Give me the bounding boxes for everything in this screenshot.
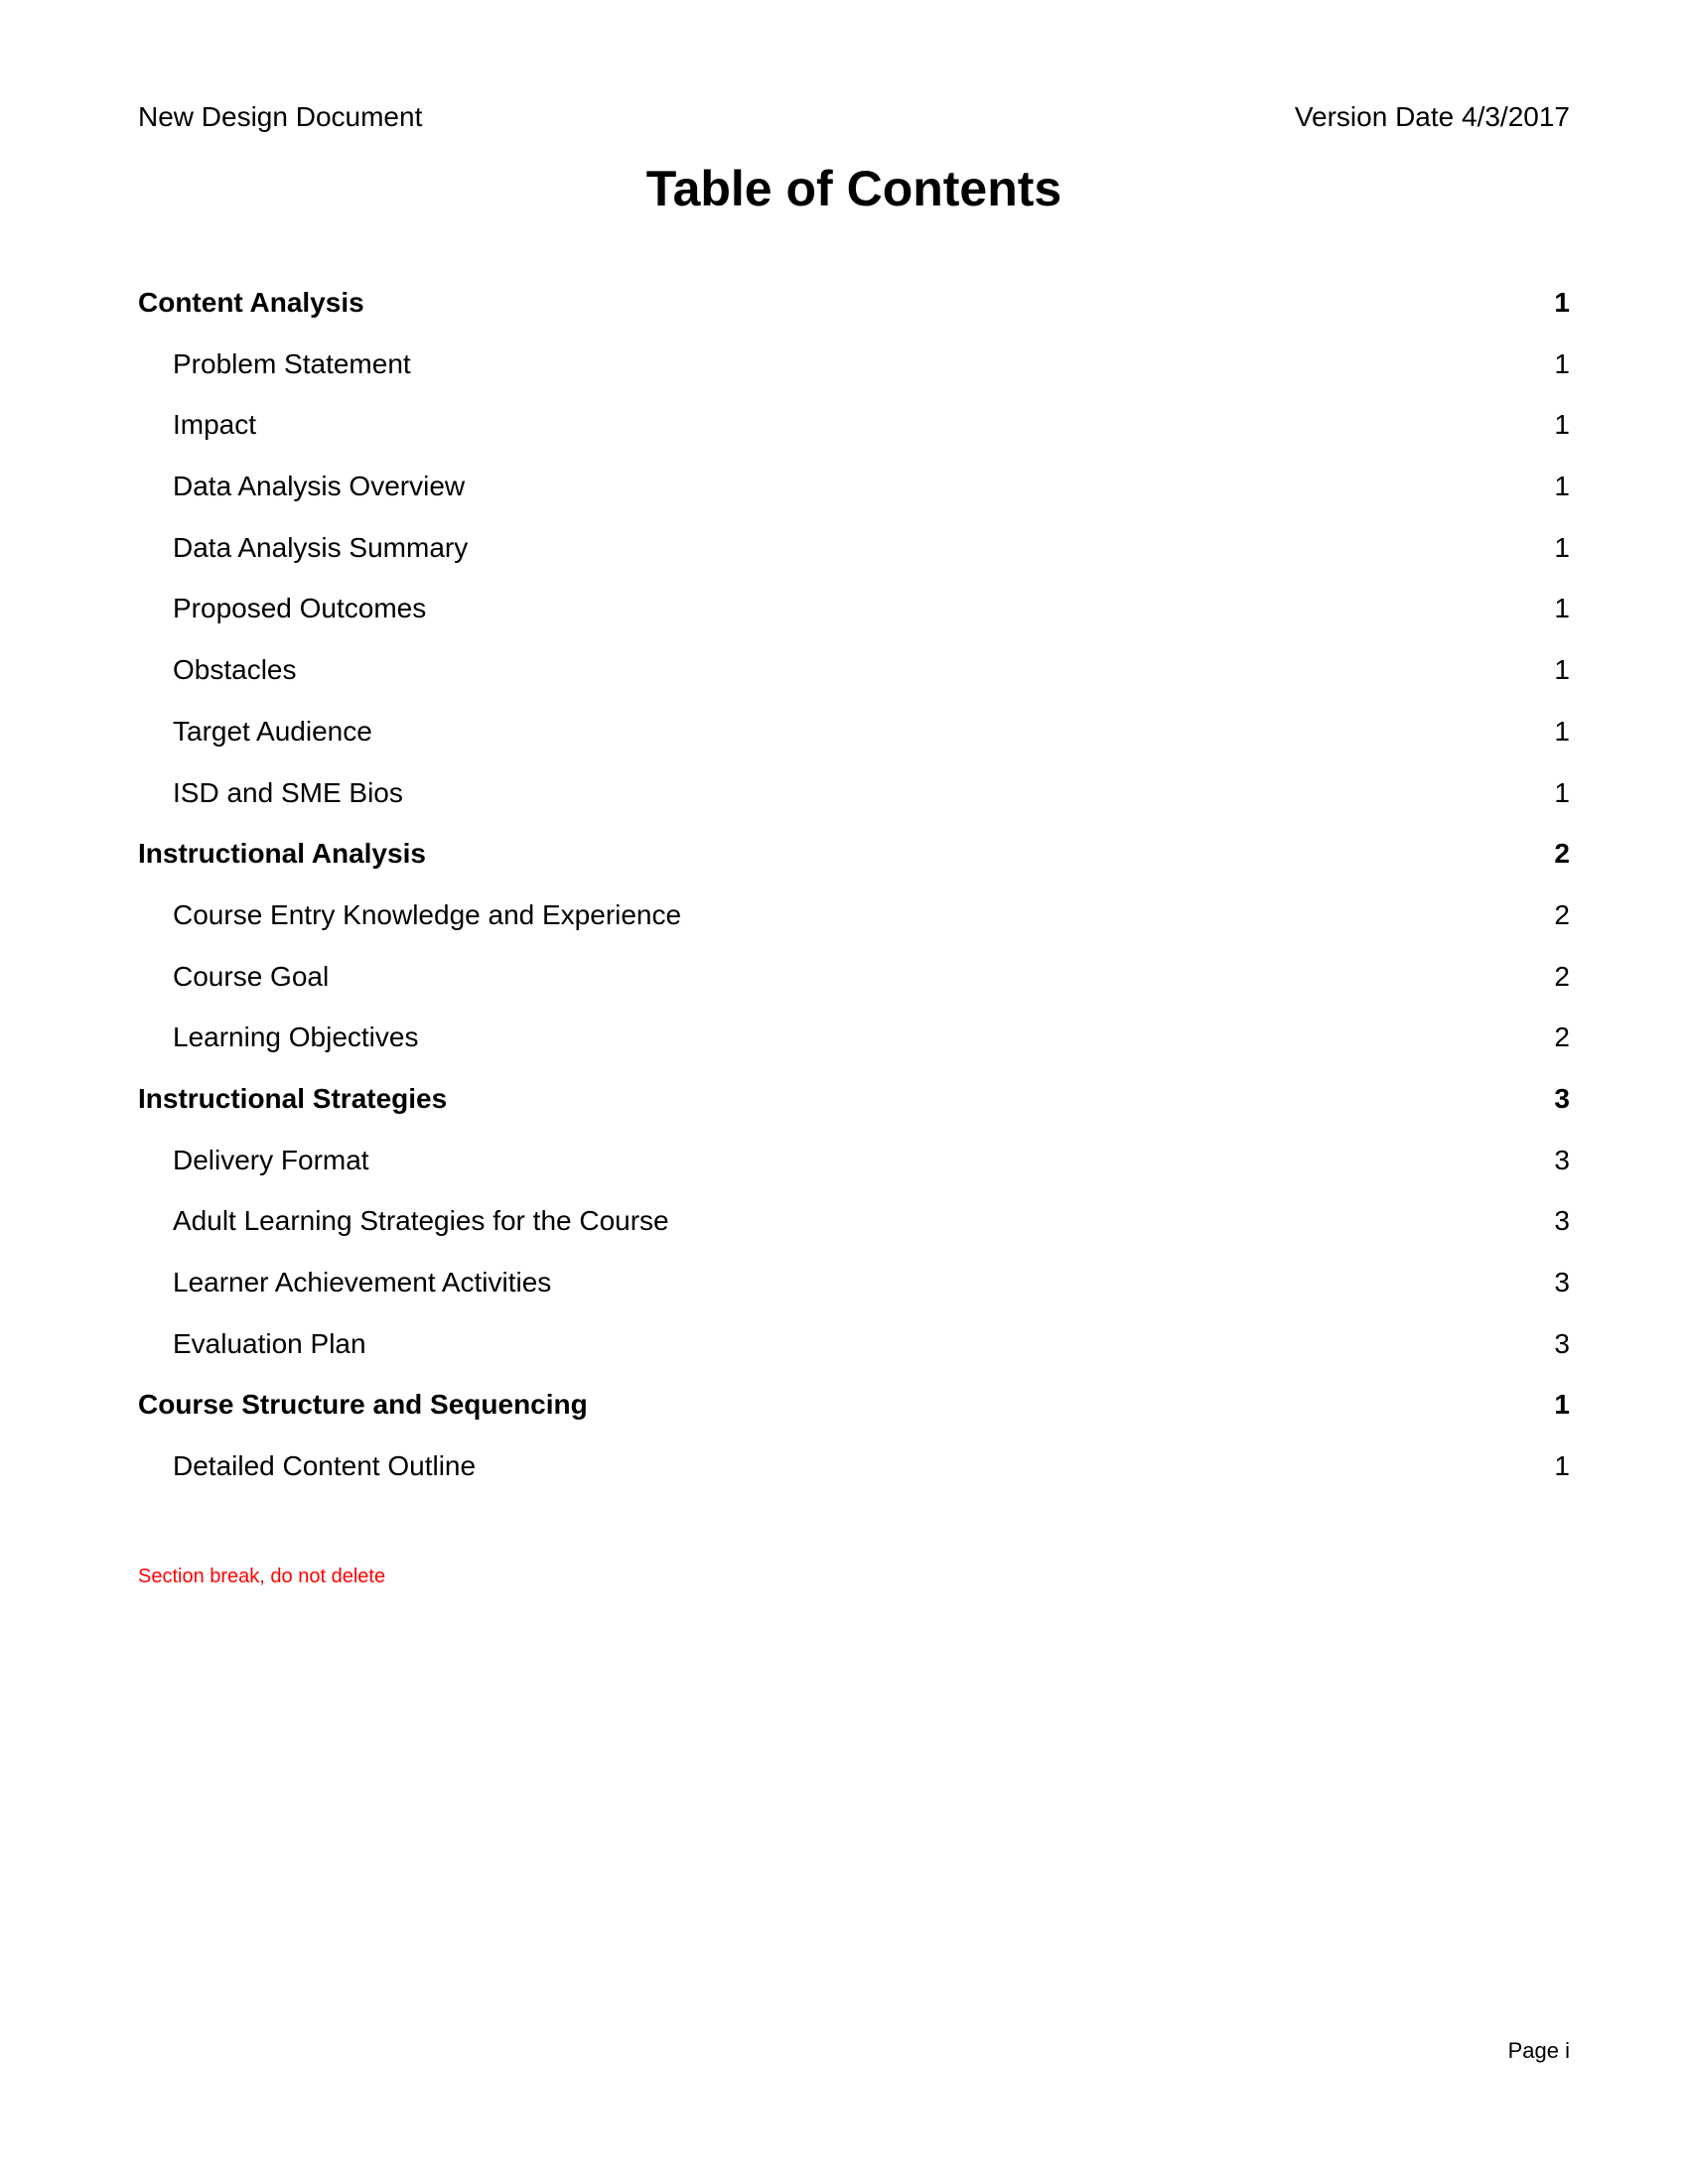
toc-entry-page: 3 xyxy=(1554,1082,1570,1114)
toc-entry-label: Instructional Strategies xyxy=(138,1082,448,1114)
toc-entry-subheading[interactable] xyxy=(138,956,1570,1018)
toc-entry-page: 1 xyxy=(1554,287,1570,318)
toc-entry-subheading[interactable] xyxy=(138,1200,1570,1262)
toc-entry-page: 2 xyxy=(1554,1022,1570,1053)
toc-entry-subheading[interactable] xyxy=(138,404,1570,466)
toc-entry-label: Course Structure and Sequencing xyxy=(138,1389,588,1421)
toc-entry-page: 3 xyxy=(1554,1267,1570,1297)
toc-entry-subheading[interactable] xyxy=(138,588,1570,649)
toc-entry-subheading[interactable] xyxy=(138,711,1570,772)
table-of-contents xyxy=(138,282,1570,1507)
toc-entry-label: Target Audience xyxy=(173,715,372,747)
toc-entry-label: Learner Achievement Activities xyxy=(173,1267,552,1297)
toc-entry-page: 2 xyxy=(1554,960,1570,992)
toc-entry-page: 1 xyxy=(1554,531,1570,563)
toc-entry-page: 1 xyxy=(1554,654,1570,686)
toc-entry-page: 1 xyxy=(1554,593,1570,624)
toc-entry-page: 1 xyxy=(1554,409,1570,441)
toc-entry-subheading[interactable] xyxy=(138,649,1570,711)
toc-entry-heading[interactable] xyxy=(138,282,1570,343)
toc-entry-label: ISD and SME Bios xyxy=(173,776,403,808)
document-name: New Design Document xyxy=(138,101,423,132)
toc-entry-subheading[interactable] xyxy=(138,772,1570,834)
toc-entry-label: Detailed Content Outline xyxy=(173,1450,477,1482)
page-title: Table of Contents xyxy=(645,161,1062,216)
toc-entry-page: 1 xyxy=(1554,715,1570,747)
toc-entry-subheading[interactable] xyxy=(138,1140,1570,1201)
toc-entry-heading[interactable] xyxy=(138,1384,1570,1445)
toc-entry-label: Instructional Analysis xyxy=(138,838,426,870)
toc-entry-page: 1 xyxy=(1554,471,1570,502)
toc-entry-subheading[interactable] xyxy=(138,466,1570,527)
toc-entry-page: 1 xyxy=(1554,1389,1570,1421)
toc-entry-subheading[interactable] xyxy=(138,1017,1570,1078)
toc-entry-label: Evaluation Plan xyxy=(173,1327,366,1359)
toc-entry-label: Adult Learning Strategies for the Course xyxy=(173,1205,669,1237)
page-number: Page i xyxy=(1507,2038,1570,2063)
toc-entry-label: Problem Statement xyxy=(173,347,411,379)
toc-entry-label: Course Goal xyxy=(173,960,330,992)
toc-entry-page: 2 xyxy=(1554,898,1570,930)
toc-entry-page: 1 xyxy=(1554,776,1570,808)
toc-entry-heading[interactable] xyxy=(138,1078,1570,1140)
toc-entry-page: 3 xyxy=(1554,1327,1570,1359)
section-break-note: Section break, do not delete xyxy=(138,1566,386,1587)
toc-entry-subheading[interactable] xyxy=(138,894,1570,956)
toc-entry-label: Data Analysis Overview xyxy=(173,471,466,502)
toc-entry-page: 3 xyxy=(1554,1205,1570,1237)
toc-entry-label: Delivery Format xyxy=(173,1144,369,1175)
toc-entry-page: 2 xyxy=(1554,838,1570,870)
toc-entry-subheading[interactable] xyxy=(138,1323,1570,1385)
toc-entry-subheading[interactable] xyxy=(138,527,1570,589)
toc-entry-subheading[interactable] xyxy=(138,1262,1570,1323)
toc-entry-subheading[interactable] xyxy=(138,1445,1570,1507)
toc-entry-page: 1 xyxy=(1554,1450,1570,1482)
toc-entry-label: Data Analysis Summary xyxy=(173,531,469,563)
version-date: Version Date 4/3/2017 xyxy=(1294,101,1570,132)
toc-entry-label: Proposed Outcomes xyxy=(173,593,427,624)
toc-entry-label: Impact xyxy=(173,409,257,441)
toc-entry-label: Content Analysis xyxy=(138,287,364,318)
toc-entry-subheading[interactable] xyxy=(138,343,1570,405)
toc-entry-label: Obstacles xyxy=(173,654,297,686)
toc-entry-page: 3 xyxy=(1554,1144,1570,1175)
toc-entry-label: Course Entry Knowledge and Experience xyxy=(173,898,682,930)
toc-entry-label: Learning Objectives xyxy=(173,1022,419,1053)
toc-entry-heading[interactable] xyxy=(138,833,1570,894)
toc-entry-page: 1 xyxy=(1554,347,1570,379)
